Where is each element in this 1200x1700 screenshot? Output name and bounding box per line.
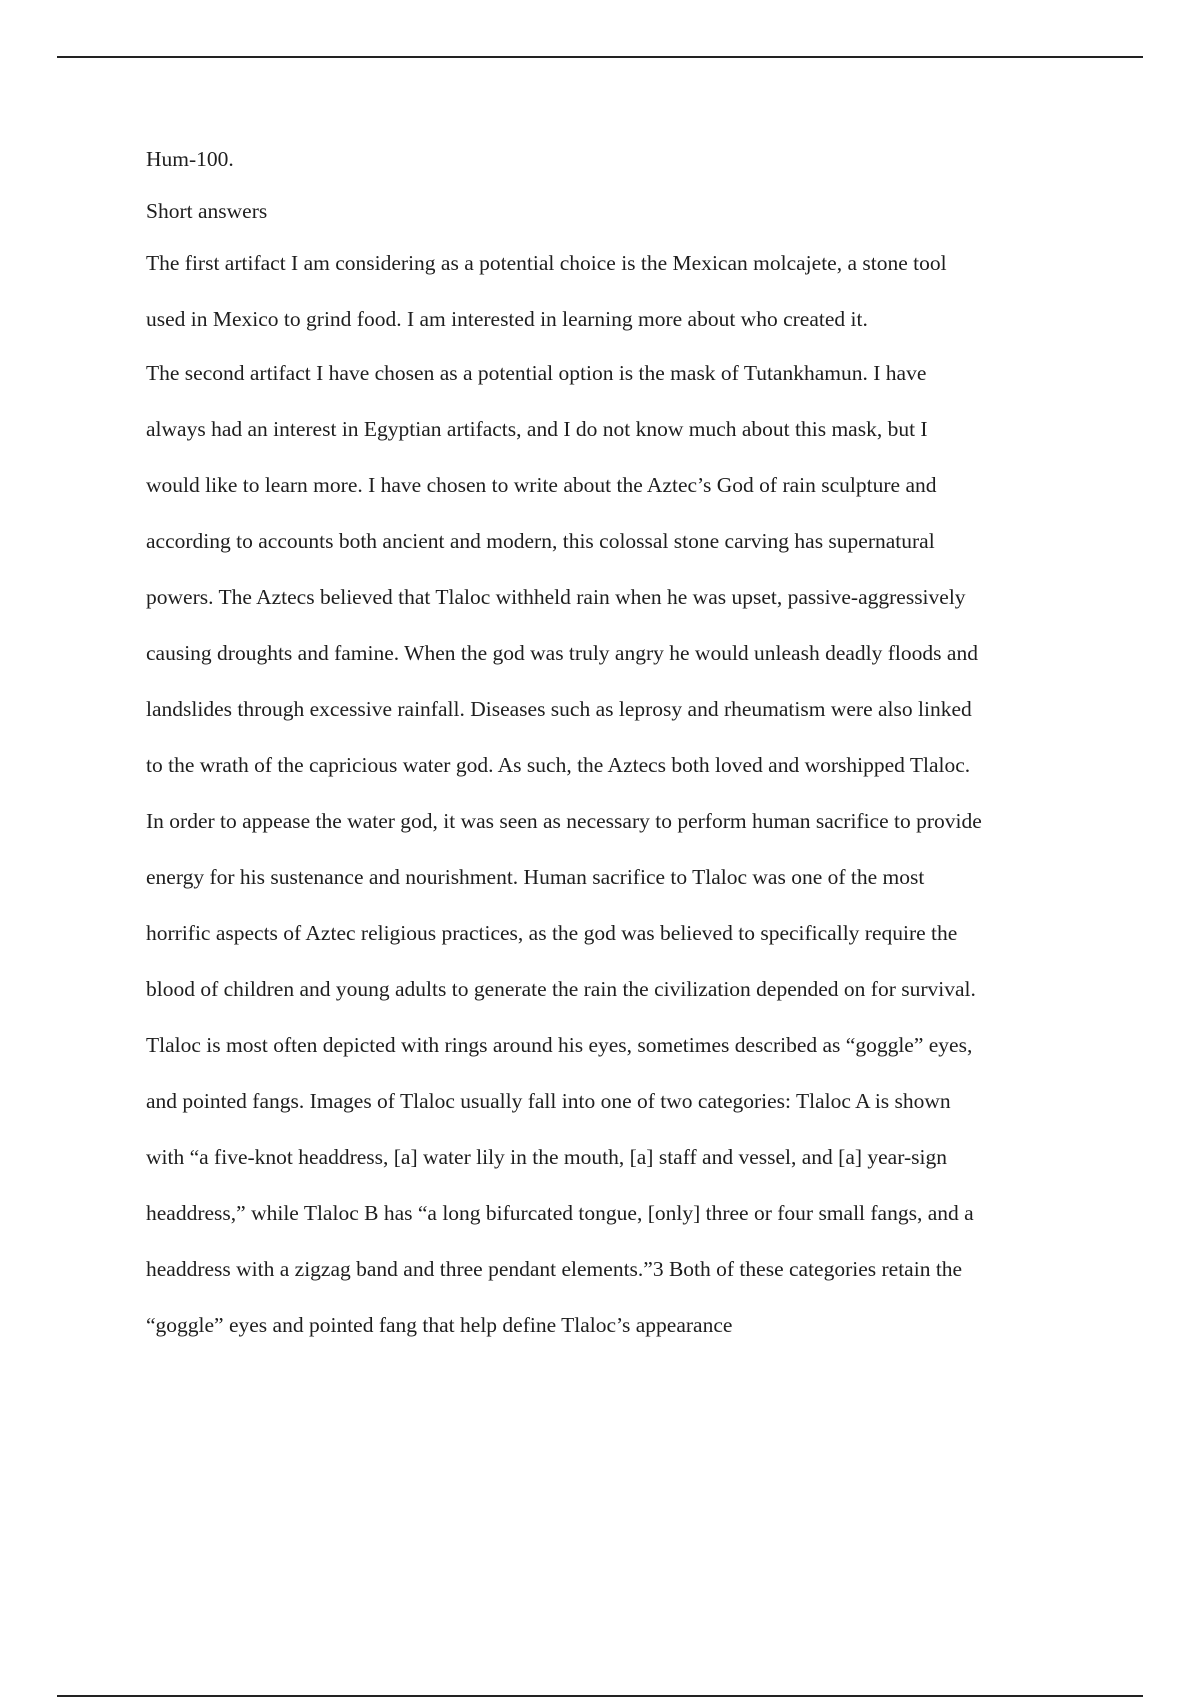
text-line: with “a five-knot headdress, [a] water lily in the mouth, [a] staff and vessel, and [a] year-sign xyxy=(146,1145,947,1169)
text-line: according to accounts both ancient and modern, this colossal stone carving has supernatural xyxy=(146,529,935,553)
course-code: Hum-100. xyxy=(146,147,234,171)
text-line: landslides through excessive rainfall. Diseases such as leprosy and rheumatism were also linked xyxy=(146,697,972,721)
text-line: The first artifact I am considering as a potential choice is the Mexican molcajete, a stone tool xyxy=(146,251,947,275)
text-line: to the wrath of the capricious water god. As such, the Aztecs both loved and worshipped Tlaloc. xyxy=(146,753,971,777)
text-line: The second artifact I have chosen as a potential option is the mask of Tutankhamun. I have xyxy=(146,361,927,385)
text-line: Tlaloc is most often depicted with rings around his eyes, sometimes described as “goggle” eyes, xyxy=(146,1033,973,1057)
text-line: blood of children and young adults to generate the rain the civilization depended on for survival. xyxy=(146,977,976,1001)
document-subtitle: Short answers xyxy=(146,199,268,223)
page-bottom-rule xyxy=(57,1695,1143,1697)
document-body xyxy=(146,138,1096,1360)
text-line: and pointed fangs. Images of Tlaloc usually fall into one of two categories: Tlaloc A is shown xyxy=(146,1089,951,1113)
text-line: “goggle” eyes and pointed fang that help define Tlaloc’s appearance xyxy=(146,1313,733,1337)
text-line: used in Mexico to grind food. I am interested in learning more about who created it. xyxy=(146,307,868,331)
text-line: headdress with a zigzag band and three pendant elements.”3 Both of these categories retain the xyxy=(146,1257,963,1281)
text-line: causing droughts and famine. When the god was truly angry he would unleash deadly floods and xyxy=(146,641,978,665)
text-line: powers. The Aztecs believed that Tlaloc withheld rain when he was upset, passive-aggressively xyxy=(146,585,966,609)
text-line: always had an interest in Egyptian artifacts, and I do not know much about this mask, but I xyxy=(146,417,928,441)
text-line: headdress,” while Tlaloc B has “a long bifurcated tongue, [only] three or four small fangs, and a xyxy=(146,1201,974,1225)
text-line: In order to appease the water god, it was seen as necessary to perform human sacrifice to provide xyxy=(146,809,982,833)
text-line: would like to learn more. I have chosen to write about the Aztec’s God of rain sculpture and xyxy=(146,473,937,497)
text-line: horrific aspects of Aztec religious practices, as the god was believed to specifically require the xyxy=(146,921,958,945)
page-top-rule xyxy=(57,56,1143,58)
text-line: energy for his sustenance and nourishment. Human sacrifice to Tlaloc was one of the most xyxy=(146,865,925,889)
